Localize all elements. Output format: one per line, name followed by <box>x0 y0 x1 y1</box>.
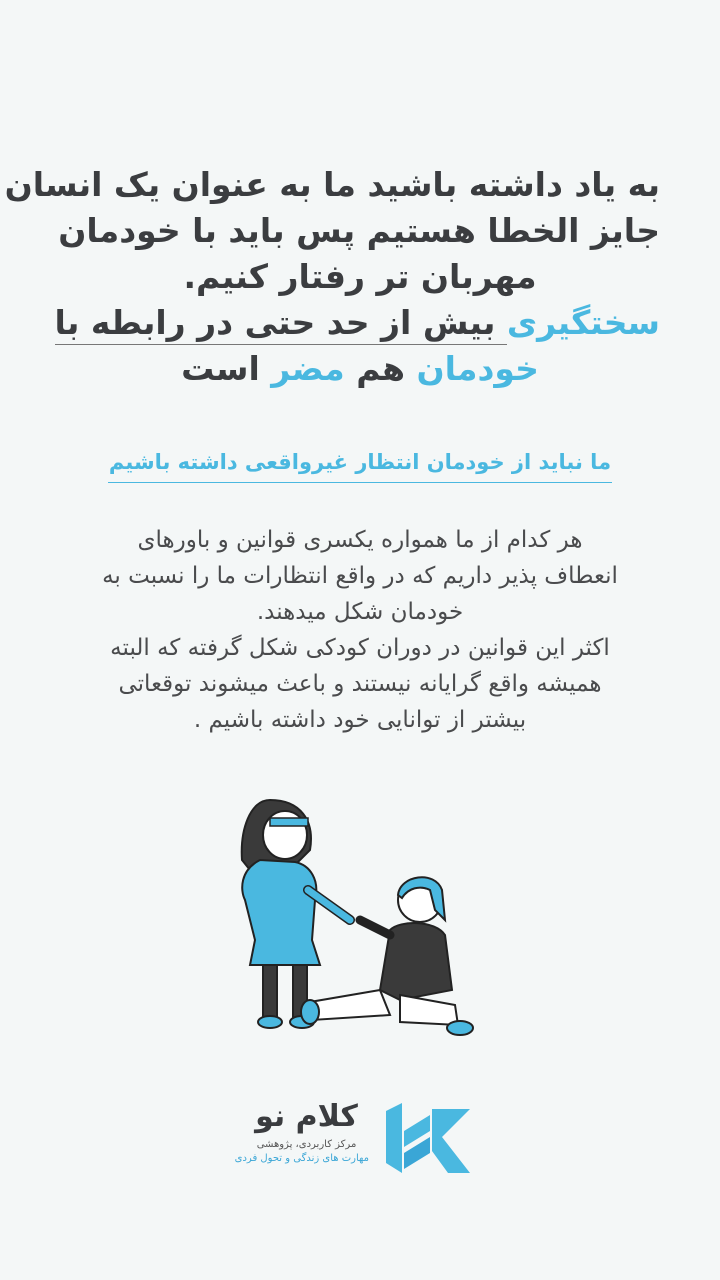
body-line-5: همیشه واقع گرایانه نیستند و باعث میشوند توقعاتی <box>118 671 602 697</box>
intro-accent-ourselves: خودمان <box>416 349 539 388</box>
intro-line-4-rest: بیش از حد حتی در رابطه با <box>55 303 507 345</box>
intro-paragraph <box>4 162 660 392</box>
intro-accent-harmful: مضر <box>271 349 345 388</box>
mother-child-illustration <box>230 790 490 1050</box>
logo-subtitle-1: مرکز کاربردی، پژوهشی <box>256 1139 357 1150</box>
body-line-2: انعطاف پذیر داریم که در واقع انتظارات ما را نسبت به <box>102 563 618 589</box>
intro-line-5-end: است <box>181 349 272 388</box>
brand-logo <box>234 1095 480 1185</box>
body-line-4: اکثر این قوانین در دوران کودکی شکل گرفته که البته <box>110 635 610 661</box>
logo-title: کلام نو <box>255 1099 358 1134</box>
intro-line-2: جایز الخطا هستیم پس باید با خودمان <box>58 211 660 250</box>
intro-line-4 <box>54 300 660 346</box>
logo-mark-icon <box>382 1101 474 1175</box>
body-line-6: بیشتر از توانایی خود داشته باشیم . <box>193 707 527 733</box>
body-line-3: خودمان شکل میدهند. <box>256 599 464 625</box>
intro-line-5-mid: هم <box>344 349 417 388</box>
intro-line-1: به یاد داشته باشید ما به عنوان یک انسان <box>4 165 660 204</box>
subtitle-heading: ما نباید از خودمان انتظار غیرواقعی داشته باشیم <box>108 450 612 483</box>
intro-accent-strictness: سختگیری <box>506 303 660 342</box>
body-paragraph <box>60 522 660 738</box>
body-line-1: هر کدام از ما همواره یکسری قوانین و باورهای <box>137 527 583 553</box>
logo-subtitle-2: مهارت های زندگی و تحول فردی <box>234 1153 369 1164</box>
intro-line-3: مهربان تر رفتار کنیم. <box>183 257 537 296</box>
intro-line-5 <box>60 346 660 392</box>
